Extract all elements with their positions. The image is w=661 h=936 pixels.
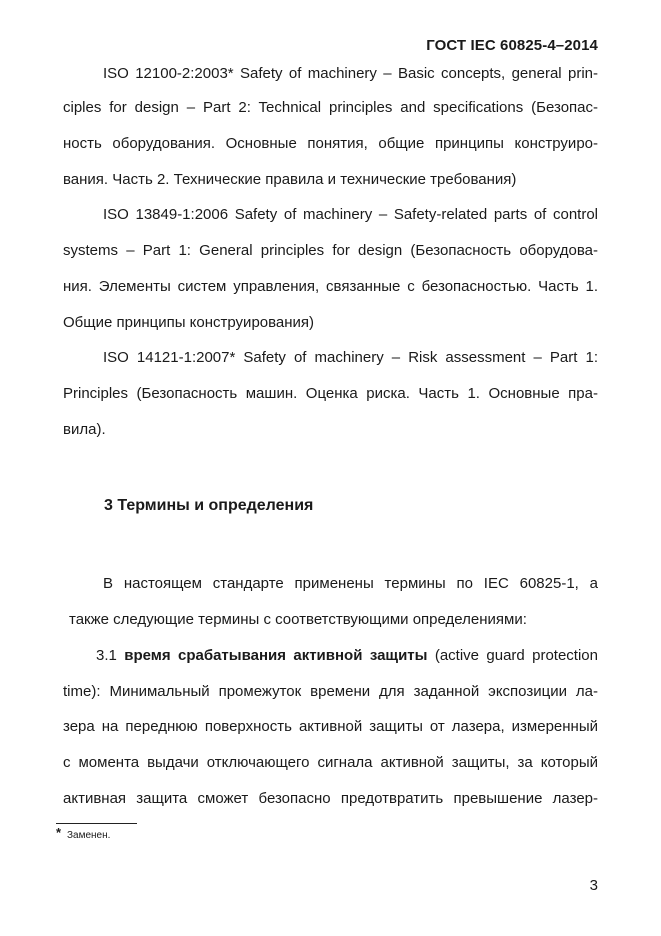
reference-line: systems – Part 1: General principles for design (Безопасность оборудова-	[63, 242, 598, 259]
reference-line: ciples for design – Part 2: Technical principles and specifications (Безопас-	[63, 99, 598, 116]
intro-line: также следующие термины с соответствующими определениями:	[69, 611, 527, 628]
term-definition-line: с момента выдачи отключающего сигнала активной защиты, за который	[63, 754, 598, 771]
term-definition-line	[96, 646, 598, 666]
reference-line: вила).	[63, 421, 106, 438]
reference-line: ность оборудования. Основные понятия, общие принципы конструиро-	[63, 135, 598, 152]
footnote-divider	[56, 823, 137, 824]
term-name: время срабатывания активной защиты	[124, 647, 428, 664]
term-definition-line: зера на переднюю поверхность активной защиты от лазера, измеренный	[63, 718, 598, 735]
reference-line: ния. Элементы систем управления, связанные с безопасностью. Часть 1.	[63, 278, 598, 295]
reference-line: ISO 13849-1:2006 Safety of machinery – Safety-related parts of control	[103, 206, 598, 223]
footnote-mark: *	[56, 825, 62, 840]
term-definition-line: активная защита сможет безопасно предотвратить превышение лазер-	[63, 790, 598, 807]
reference-line: ISO 12100-2:2003* Safety of machinery – Basic concepts, general prin-	[103, 65, 598, 82]
term-definition-line: time): Минимальный промежуток времени для заданной экспозиции ла-	[63, 683, 598, 700]
reference-line: Principles (Безопасность машин. Оценка риска. Часть 1. Основные пра-	[63, 385, 598, 402]
page-number: 3	[589, 877, 598, 894]
footnote-text: Заменен.	[67, 830, 111, 841]
reference-line: ISO 14121-1:2007* Safety of machinery – Risk assessment – Part 1:	[103, 349, 598, 366]
reference-line: Общие принципы конструирования)	[63, 314, 315, 331]
intro-line: В настоящем стандарте применены термины по IEC 60825-1, а	[103, 575, 598, 592]
term-number: 3.1	[96, 647, 117, 664]
reference-line: вания. Часть 2. Технические правила и технические требования)	[63, 171, 517, 188]
section-heading: 3 Термины и определения	[104, 497, 314, 514]
document-header: ГОСТ IEC 60825-4–2014	[426, 37, 598, 54]
term-english: (active guard protection	[434, 647, 598, 664]
